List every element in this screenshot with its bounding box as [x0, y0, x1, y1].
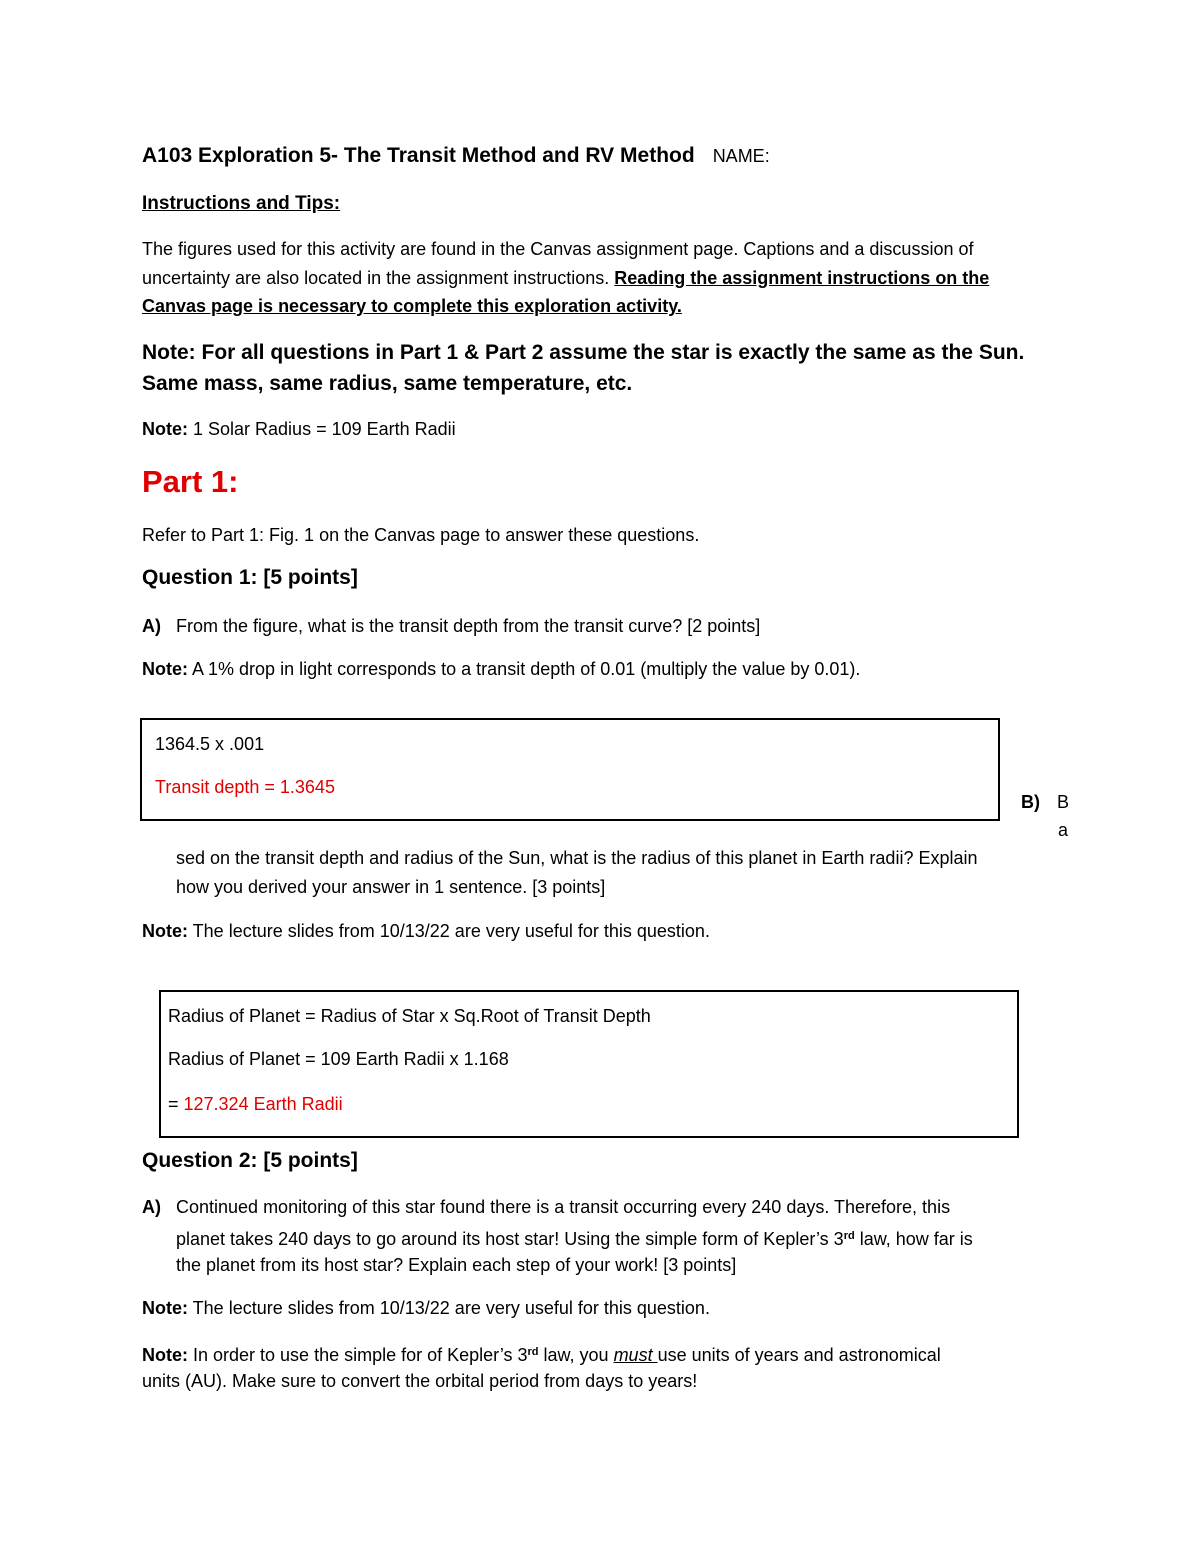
q2-a-line-2-before: planet takes 240 days to go around its host star! Using the simple form of Kepler’s 3: [176, 1229, 844, 1249]
q1-b-label: B): [1021, 792, 1040, 812]
solar-note-label: Note:: [142, 419, 188, 439]
q1-b-note-text: The lecture slides from 10/13/22 are very useful for this question.: [188, 921, 710, 941]
q2-a-label: A): [142, 1197, 161, 1217]
intro-line-2-bold: Reading the assignment instructions on the: [614, 268, 990, 288]
q1-note-label: Note:: [142, 659, 188, 679]
q2-note-2: [142, 1341, 941, 1366]
big-note-label: Note:: [142, 341, 196, 364]
part1-heading: Part 1:: [142, 464, 239, 499]
intro-line-1: The figures used for this activity are found in the Canvas assignment page. Captions and a discussion of: [142, 239, 974, 259]
question1-heading: Question 1: [5 points]: [142, 566, 358, 589]
solar-radius-note: [142, 418, 456, 440]
q2-note-2-must: must: [613, 1345, 658, 1365]
q1-b-char-1: B: [1057, 792, 1070, 812]
q1-b-line-2: how you derived your answer in 1 sentence. [3 points]: [176, 877, 606, 897]
title-text: A103 Exploration 5- The Transit Method and RV Method: [142, 144, 695, 167]
q1-b-line-1: sed on the transit depth and radius of the Sun, what is the radius of this planet in Earth radii? Explain: [176, 848, 978, 868]
q2-note-2-after: use units of years and astronomical: [657, 1345, 941, 1365]
q1-a-label: A): [142, 616, 161, 636]
q1-note-text: A 1% drop in light corresponds to a transit depth of 0.01 (multiply the value by 0.01).: [188, 659, 861, 679]
name-label: NAME:: [712, 146, 770, 166]
q1-a-text: From the figure, what is the transit depth from the transit curve? [2 points]: [176, 616, 761, 636]
answer-box-1[interactable]: [140, 718, 1000, 821]
q2-a-line-3: the planet from its host star? Explain each step of your work! [3 points]: [176, 1255, 737, 1275]
intro-line-2-plain: uncertainty are also located in the assignment instructions.: [142, 268, 615, 288]
q2-a-line-1: Continued monitoring of this star found there is a transit occurring every 240 days. Therefore, this: [176, 1197, 951, 1217]
q1-b-char-2: a: [1058, 820, 1069, 840]
big-note-text: For all questions in Part 1 & Part 2 assume the star is exactly the same as the Sun. Same mass, same radius, same temperature, etc.: [142, 341, 1025, 395]
q2-note-2-before: In order to use the simple for of Kepler’s 3: [188, 1345, 528, 1365]
q2-a-line-2: [176, 1225, 973, 1250]
q2-note-2-line-2: units (AU). Make sure to convert the orbital period from days to years!: [142, 1371, 698, 1391]
q2-note-2-mid: law, you: [538, 1345, 614, 1365]
q2-a-line-2-after: law, how far is: [854, 1229, 973, 1249]
answer2-line-2: Radius of Planet = 109 Earth Radii x 1.168: [168, 1049, 509, 1069]
intro-line-2: [142, 267, 989, 289]
q2-note-1-label: Note:: [142, 1298, 188, 1318]
q2-note-1: [142, 1297, 710, 1319]
answer1-line-1: 1364.5 x .001: [155, 734, 265, 754]
answer2-line-1: Radius of Planet = Radius of Star x Sq.Root of Transit Depth: [168, 1006, 651, 1026]
answer2-value: 127.324 Earth Radii: [183, 1094, 343, 1114]
q1-b-note-label: Note:: [142, 921, 188, 941]
question2-heading: Question 2: [5 points]: [142, 1149, 358, 1172]
q2-note-2-sup: rd: [527, 1346, 539, 1358]
q2-a-sup: rd: [843, 1230, 855, 1242]
instructions-heading: Instructions and Tips:: [142, 193, 341, 214]
q2-note-2-label: Note:: [142, 1345, 188, 1365]
part1-refer-text: Refer to Part 1: Fig. 1 on the Canvas page to answer these questions.: [142, 525, 700, 545]
answer2-prefix: =: [168, 1094, 184, 1114]
intro-line-3: Canvas page is necessary to complete this exploration activity.: [142, 296, 682, 316]
q2-note-1-text: The lecture slides from 10/13/22 are very useful for this question.: [188, 1298, 710, 1318]
document-title: [142, 145, 770, 167]
solar-note-text: 1 Solar Radius = 109 Earth Radii: [188, 419, 456, 439]
q1-b-note: [142, 920, 710, 942]
big-note: [142, 337, 1052, 399]
q1-note: [142, 658, 860, 680]
answer1-line-2: Transit depth = 1.3645: [155, 777, 335, 797]
answer-box-2[interactable]: [159, 990, 1019, 1138]
answer2-line-3: [168, 1093, 343, 1115]
